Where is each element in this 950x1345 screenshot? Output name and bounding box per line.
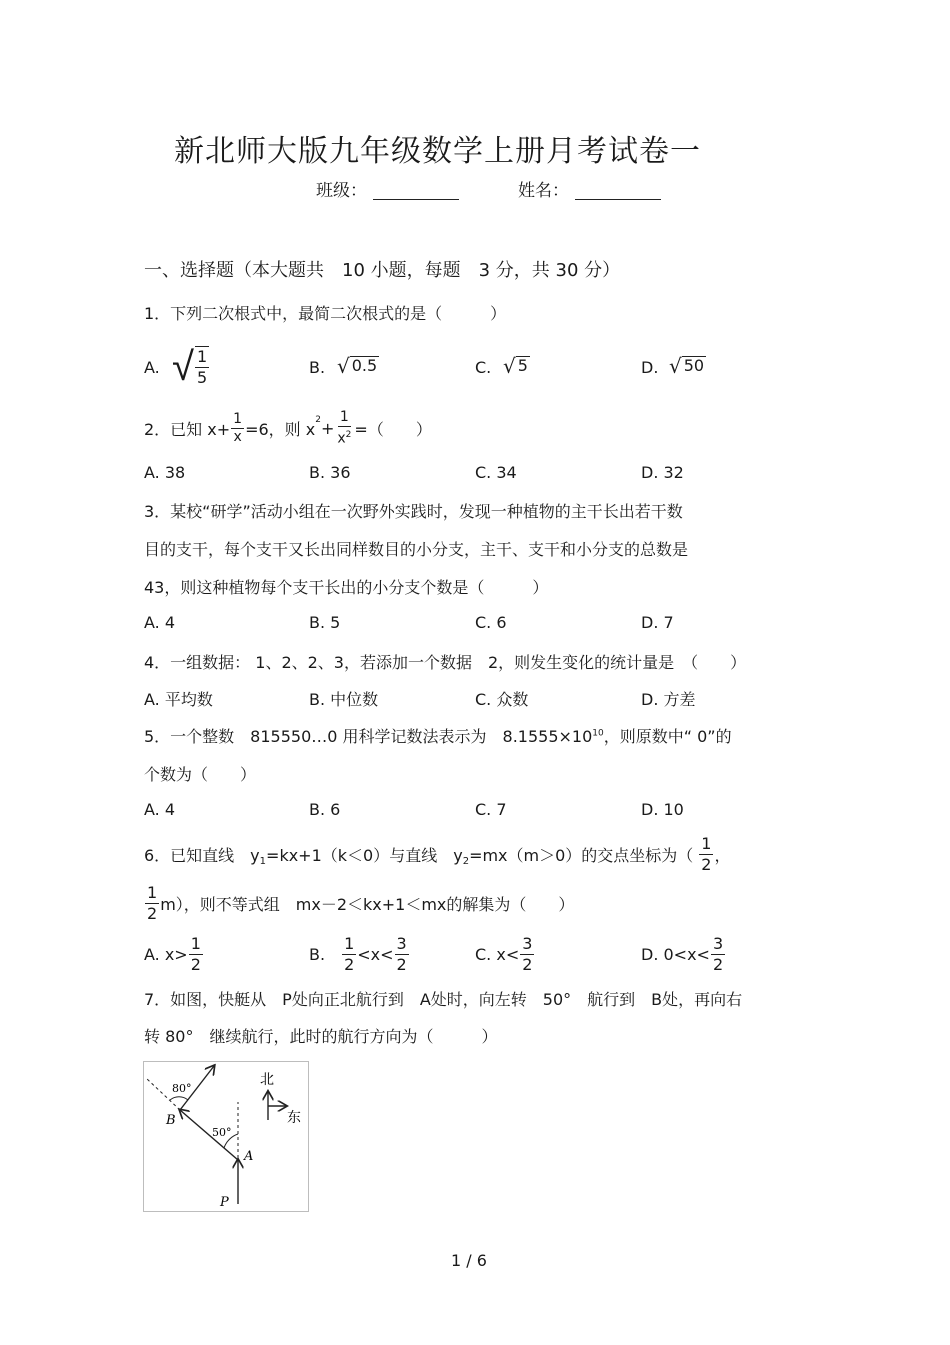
q3-option-b: B. 5 bbox=[309, 613, 341, 632]
q6-text-b: =kx+1（k＜0）与直线 y bbox=[266, 846, 463, 865]
question-2 bbox=[144, 409, 432, 448]
fraction bbox=[520, 934, 534, 975]
fraction bbox=[395, 934, 409, 975]
question-1: 1．下列二次根式中，最简二次根式的是（ ） bbox=[144, 304, 507, 323]
angle-label-50: 50° bbox=[212, 1126, 232, 1139]
subscript: 1 bbox=[259, 856, 267, 867]
q1-option-a bbox=[172, 344, 210, 390]
q2-option-d: D. 32 bbox=[641, 463, 684, 482]
radical-sign: √ bbox=[669, 353, 682, 378]
fraction-denominator: 2 bbox=[712, 955, 724, 974]
fraction-numerator: 1 bbox=[344, 934, 355, 953]
fraction-denominator: 5 bbox=[196, 368, 208, 387]
q3-option-a: A. 4 bbox=[144, 613, 176, 632]
name-field bbox=[518, 176, 661, 201]
fraction bbox=[699, 834, 713, 875]
option-text: <x< bbox=[357, 945, 394, 964]
fraction bbox=[195, 346, 209, 388]
fraction-numerator: 1 bbox=[339, 409, 349, 425]
fraction-denominator: 2 bbox=[190, 955, 201, 974]
radicand: 5 bbox=[517, 355, 528, 375]
angle-label-80: 80° bbox=[172, 1082, 192, 1095]
question-7-line-2: 转 80° 继续航行，此时的航行方向为（ ） bbox=[144, 1027, 498, 1046]
point-a-label: A bbox=[244, 1149, 254, 1164]
q6-text-a: 6．已知直线 y bbox=[144, 846, 260, 865]
option-text: C. x< bbox=[475, 945, 520, 964]
point-b-label: B bbox=[166, 1113, 176, 1128]
q6-option-d bbox=[641, 934, 726, 975]
fraction-numerator: 3 bbox=[396, 934, 407, 953]
q1-option-c bbox=[503, 355, 530, 376]
comma: ， bbox=[714, 846, 731, 865]
question-5-line-1 bbox=[144, 724, 732, 747]
question-6-line-1 bbox=[144, 834, 731, 875]
option-label: B. bbox=[309, 945, 326, 964]
fraction-denominator: 2 bbox=[344, 955, 355, 974]
q6-text-c: =mx（m＞0）的交点坐标为（ bbox=[469, 846, 694, 865]
fraction-numerator: 1 bbox=[196, 347, 208, 366]
class-label: 班级： bbox=[316, 181, 367, 201]
q2-suffix: =（ ） bbox=[354, 419, 432, 439]
q5-option-c: C. 7 bbox=[475, 800, 507, 819]
radical-sign: √ bbox=[337, 353, 350, 378]
question-4: 4．一组数据： 1、2、2、3，若添加一个数据 2，则发生变化的统计量是 （ ） bbox=[144, 653, 747, 672]
q6-option-b bbox=[309, 934, 410, 975]
question-3-line-2: 目的支干，每个支干又长出同样数目的小分支，主干、支干和小分支的总数是 bbox=[144, 540, 689, 559]
fraction-denominator: 2 bbox=[396, 955, 407, 974]
fraction-numerator: 1 bbox=[190, 934, 201, 953]
fraction bbox=[335, 409, 353, 448]
page-number: 1 / 6 bbox=[451, 1251, 487, 1270]
q6-text-d: m），则不等式组 mx－2＜kx+1＜mx的解集为（ ） bbox=[160, 895, 575, 914]
q5-option-a: A. 4 bbox=[144, 800, 176, 819]
question-7-line-1: 7．如图，快艇从 P处向正北航行到 A处时，向左转 50° 航行到 B处，再向右 bbox=[144, 990, 743, 1009]
fraction-denominator: 2 bbox=[701, 855, 712, 874]
name-label: 姓名： bbox=[518, 181, 569, 201]
question-3-line-1: 3．某校“研学”活动小组在一次野外实践时，发现一种植物的主干长出若干数 bbox=[144, 502, 683, 521]
north-label: 北 bbox=[260, 1072, 274, 1088]
name-blank bbox=[575, 181, 661, 200]
q6-option-c bbox=[475, 934, 535, 975]
q2-option-b: B. 36 bbox=[309, 463, 351, 482]
exponent: 2 bbox=[345, 430, 352, 440]
q2-option-c: C. 34 bbox=[475, 463, 517, 482]
question-6-line-2 bbox=[144, 883, 574, 924]
class-field bbox=[316, 176, 459, 201]
q4-option-c: C. 众数 bbox=[475, 690, 529, 709]
fraction bbox=[231, 411, 244, 446]
q1-option-a-label: A. bbox=[144, 358, 160, 377]
fraction bbox=[189, 934, 203, 975]
q6-option-a bbox=[144, 934, 204, 975]
plus-sign: + bbox=[320, 418, 335, 438]
option-text: A. x> bbox=[144, 945, 188, 964]
q2-option-a: A. 38 bbox=[144, 463, 186, 482]
q4-option-d: D. 方差 bbox=[641, 690, 696, 709]
subscript: 2 bbox=[462, 856, 470, 867]
point-p-label: P bbox=[220, 1195, 229, 1210]
q2-mid: =6，则 x bbox=[245, 419, 316, 439]
fraction-numerator: 1 bbox=[147, 883, 158, 902]
q1-option-c-label: C. bbox=[475, 358, 492, 377]
page-title: 新北师大版九年级数学上册月考试卷一 bbox=[174, 134, 701, 169]
fraction-numerator: 3 bbox=[712, 934, 724, 953]
navigation-figure bbox=[143, 1061, 309, 1212]
q1-option-b-label: B. bbox=[309, 358, 326, 377]
q4-option-a: A. 平均数 bbox=[144, 690, 213, 709]
q1-option-b bbox=[337, 355, 379, 376]
fraction-numerator: 1 bbox=[701, 834, 712, 853]
east-label: 东 bbox=[287, 1110, 301, 1126]
fraction-denominator: 2 bbox=[147, 904, 158, 923]
fraction-numerator: 1 bbox=[233, 410, 243, 427]
q1-option-d-label: D. bbox=[641, 358, 659, 377]
q5-option-b: B. 6 bbox=[309, 800, 341, 819]
q5-text-b: ，则原数中“ 0”的 bbox=[603, 727, 732, 746]
exponent: 10 bbox=[592, 728, 604, 739]
q1-option-d bbox=[669, 355, 706, 376]
fraction-denominator: 2 bbox=[522, 955, 533, 974]
radicand: 0.5 bbox=[351, 355, 378, 375]
question-5-line-2: 个数为（ ） bbox=[144, 765, 257, 784]
section-heading: 一、选择题（本大题共 10 小题，每题 3 分，共 30 分） bbox=[144, 260, 621, 281]
radicand: 50 bbox=[683, 355, 705, 375]
q3-option-c: C. 6 bbox=[475, 613, 507, 632]
angle-arc-80 bbox=[170, 1097, 188, 1100]
exponent: 2 bbox=[315, 415, 321, 425]
q5-option-d: D. 10 bbox=[641, 800, 684, 819]
fraction bbox=[145, 883, 159, 924]
fraction-denominator: $x^2$ bbox=[337, 430, 352, 447]
radical-sign: √ bbox=[172, 344, 194, 390]
fraction-numerator: 3 bbox=[522, 934, 533, 953]
fraction-denominator: x bbox=[233, 428, 242, 445]
question-3-line-3: 43，则这种植物每个支干长出的小分支个数是（ ） bbox=[144, 578, 549, 597]
q2-prefix: 2．已知 x+ bbox=[144, 419, 231, 439]
q4-option-b: B. 中位数 bbox=[309, 690, 379, 709]
option-text: D. 0<x< bbox=[641, 945, 710, 964]
fraction bbox=[342, 934, 356, 975]
figure-drawing bbox=[144, 1062, 308, 1211]
class-blank bbox=[373, 181, 459, 200]
radical-sign: √ bbox=[503, 353, 516, 378]
fraction bbox=[711, 934, 725, 975]
q5-text-a: 5．一个整数 815550…0 用科学记数法表示为 8.1555×10 bbox=[144, 727, 593, 746]
q3-option-d: D. 7 bbox=[641, 613, 674, 632]
